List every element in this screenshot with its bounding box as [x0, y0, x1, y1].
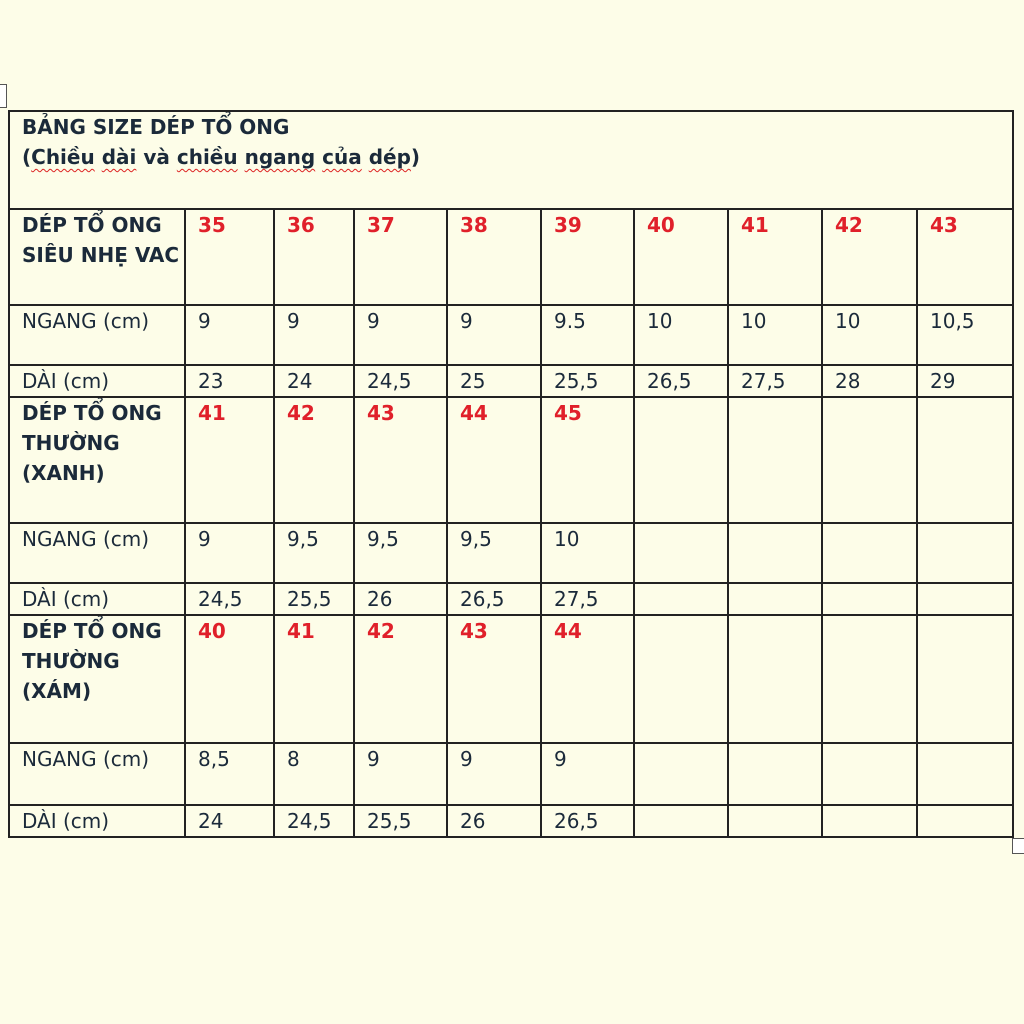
dai-cell: 25,5: [354, 805, 447, 837]
size-table: [8, 110, 1014, 838]
dai-label: DÀI (cm): [9, 365, 185, 397]
table-row: [9, 805, 1013, 837]
ngang-label: NGANG (cm): [9, 743, 185, 805]
size-cell: 42: [822, 209, 917, 305]
size-cell: 40: [634, 209, 728, 305]
ngang-cell: 9: [354, 743, 447, 805]
product-name-xanh: DÉP TỔ ONG THƯỜNG (XANH): [9, 397, 185, 523]
ngang-cell: 9: [274, 305, 354, 365]
dai-cell: 24: [185, 805, 274, 837]
dai-cell: 27,5: [541, 583, 634, 615]
size-cell: [728, 397, 822, 523]
ngang-cell: 9,5: [354, 523, 447, 583]
size-cell: 43: [354, 397, 447, 523]
dai-label: DÀI (cm): [9, 805, 185, 837]
ngang-cell: [728, 743, 822, 805]
table-row: [9, 743, 1013, 805]
dai-cell: [822, 583, 917, 615]
ngang-cell: 10,5: [917, 305, 1013, 365]
size-cell: 35: [185, 209, 274, 305]
ngang-cell: [634, 743, 728, 805]
dai-cell: [728, 583, 822, 615]
ngang-cell: 9: [354, 305, 447, 365]
dai-cell: 25: [447, 365, 541, 397]
ngang-cell: 10: [728, 305, 822, 365]
size-cell: [917, 397, 1013, 523]
size-cell: 42: [274, 397, 354, 523]
size-cell: [822, 397, 917, 523]
title-line-1: BẢNG SIZE DÉP TỔ ONG: [22, 115, 290, 139]
size-cell: 39: [541, 209, 634, 305]
dai-cell: 26: [354, 583, 447, 615]
ngang-cell: [822, 743, 917, 805]
table-row: [9, 615, 1013, 743]
ngang-cell: [917, 523, 1013, 583]
table-row: [9, 397, 1013, 523]
dai-cell: 23: [185, 365, 274, 397]
dai-cell: 26: [447, 805, 541, 837]
size-cell: 38: [447, 209, 541, 305]
ngang-label: NGANG (cm): [9, 523, 185, 583]
product-name-vac: DÉP TỔ ONG SIÊU NHẸ VAC: [9, 209, 185, 305]
size-cell: 36: [274, 209, 354, 305]
table-move-handle[interactable]: [0, 84, 7, 108]
ngang-cell: 9: [447, 743, 541, 805]
size-cell: 43: [917, 209, 1013, 305]
size-cell: [634, 615, 728, 743]
table-row: [9, 365, 1013, 397]
dai-cell: 25,5: [274, 583, 354, 615]
size-cell: [728, 615, 822, 743]
size-cell: 40: [185, 615, 274, 743]
dai-cell: 26,5: [541, 805, 634, 837]
ngang-cell: 9: [185, 523, 274, 583]
size-cell: 45: [541, 397, 634, 523]
table-resize-handle[interactable]: [1012, 838, 1024, 854]
dai-cell: [917, 805, 1013, 837]
dai-cell: 26,5: [634, 365, 728, 397]
dai-cell: [917, 583, 1013, 615]
dai-cell: [634, 805, 728, 837]
ngang-cell: 9: [447, 305, 541, 365]
dai-cell: 24,5: [185, 583, 274, 615]
dai-cell: 28: [822, 365, 917, 397]
table-row: [9, 583, 1013, 615]
dai-cell: [728, 805, 822, 837]
ngang-cell: [634, 523, 728, 583]
ngang-cell: 10: [634, 305, 728, 365]
size-cell: 44: [541, 615, 634, 743]
ngang-cell: 10: [822, 305, 917, 365]
table-title: [9, 111, 1013, 209]
dai-cell: 24,5: [274, 805, 354, 837]
dai-cell: 26,5: [447, 583, 541, 615]
ngang-label: NGANG (cm): [9, 305, 185, 365]
table-row: [9, 305, 1013, 365]
size-cell: [917, 615, 1013, 743]
ngang-cell: 8: [274, 743, 354, 805]
ngang-cell: 9,5: [447, 523, 541, 583]
title-line-2: (Chiều dài và chiều ngang của dép): [22, 145, 421, 169]
size-cell: 41: [185, 397, 274, 523]
size-cell: [822, 615, 917, 743]
product-name-xam: DÉP TỔ ONG THƯỜNG (XÁM): [9, 615, 185, 743]
size-cell: 41: [274, 615, 354, 743]
ngang-cell: 9.5: [541, 305, 634, 365]
size-cell: 42: [354, 615, 447, 743]
table-row: [9, 523, 1013, 583]
size-cell: 44: [447, 397, 541, 523]
dai-cell: [822, 805, 917, 837]
dai-cell: 24: [274, 365, 354, 397]
size-cell: 43: [447, 615, 541, 743]
dai-cell: [634, 583, 728, 615]
table-row: [9, 209, 1013, 305]
ngang-cell: [917, 743, 1013, 805]
ngang-cell: [822, 523, 917, 583]
dai-cell: 24,5: [354, 365, 447, 397]
ngang-cell: 9: [185, 305, 274, 365]
size-cell: 41: [728, 209, 822, 305]
dai-label: DÀI (cm): [9, 583, 185, 615]
ngang-cell: [728, 523, 822, 583]
ngang-cell: 10: [541, 523, 634, 583]
size-cell: [634, 397, 728, 523]
ngang-cell: 9: [541, 743, 634, 805]
ngang-cell: 8,5: [185, 743, 274, 805]
ngang-cell: 9,5: [274, 523, 354, 583]
dai-cell: 27,5: [728, 365, 822, 397]
dai-cell: 25,5: [541, 365, 634, 397]
size-cell: 37: [354, 209, 447, 305]
dai-cell: 29: [917, 365, 1013, 397]
